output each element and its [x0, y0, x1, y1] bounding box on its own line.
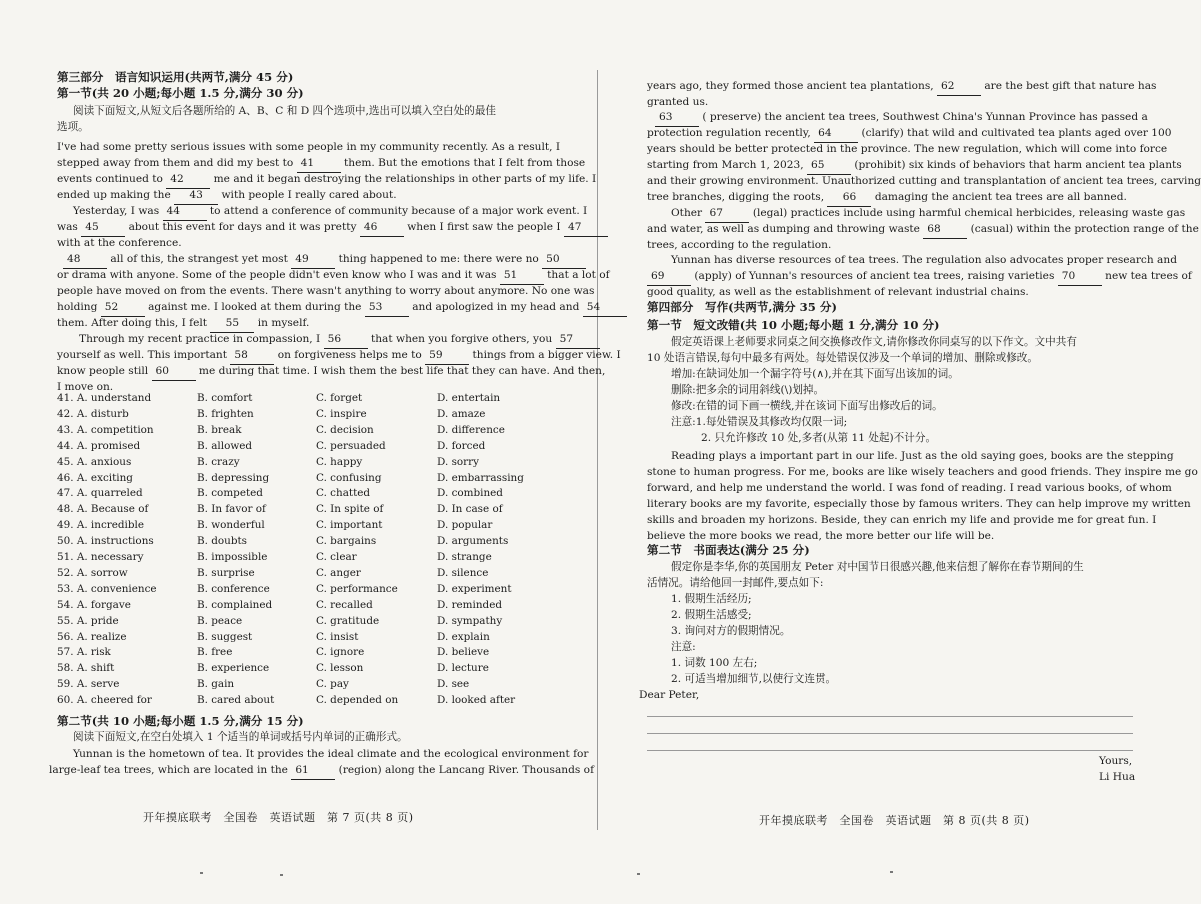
option-b[interactable]: B. break: [197, 423, 242, 436]
option-c[interactable]: C. pay: [316, 678, 349, 691]
blank-67[interactable]: 67: [705, 206, 749, 223]
option-row: [57, 693, 551, 709]
grammar-line: starting from March 1, 2023, 65 (prohibit) six kinds of behaviors that harm ancient tea plants: [647, 158, 1141, 175]
option-row: [57, 630, 551, 646]
option-a[interactable]: 53. A. convenience: [57, 582, 157, 595]
blank-43[interactable]: 43: [174, 188, 218, 205]
essay-line: literary books are my favorite, especially those by famous writers. They can help improve my written: [647, 498, 1191, 510]
cloze-line: was 45 about this event for days and it was pretty 46 when I first saw the people I 47: [57, 220, 551, 237]
option-d[interactable]: D. In case of: [437, 503, 503, 516]
writing-line[interactable]: [647, 750, 1133, 751]
option-d[interactable]: D. forced: [437, 439, 486, 452]
section2-instruction: 阅读下面短文,在空白处填入 1 个适当的单词或括号内单词的正确形式。: [73, 731, 408, 743]
writing1-instruction: 2. 只允许修改 10 处,多者(从第 11 处起)不计分。: [701, 432, 937, 444]
writing2-title: 第二节 书面表达(满分 25 分): [647, 543, 810, 557]
option-b[interactable]: B. impossible: [197, 551, 268, 563]
writing2-point: 1. 假期生活经历;: [671, 593, 752, 605]
option-b[interactable]: B. conference: [197, 582, 270, 595]
option-d[interactable]: D. strange: [437, 551, 492, 563]
cloze-line: yourself as well. This important 58 on forgiveness helps me to 59 things from a bigger view. I: [57, 348, 551, 365]
blank-65[interactable]: 65: [807, 158, 851, 175]
option-c[interactable]: C. gratitude: [316, 614, 380, 627]
option-row: [57, 566, 551, 582]
option-row: [57, 439, 551, 455]
blank-68[interactable]: 68: [923, 222, 967, 239]
writing-line[interactable]: [647, 733, 1133, 734]
page-divider: [597, 70, 598, 830]
blank-70[interactable]: 70: [1058, 269, 1102, 286]
cloze-line: them. After doing this, I felt 55 in myself.: [57, 316, 551, 333]
option-c[interactable]: C. depended on: [316, 694, 399, 707]
page-footer: 开年摸底联考 全国卷 英语试题 第 7 页(共 8 页): [143, 811, 414, 824]
grammar-line: 63 ( preserve) the ancient tea trees, Southwest China's Yunnan Province has passed a: [655, 110, 1141, 127]
blank-49[interactable]: 49: [291, 252, 335, 269]
option-b[interactable]: B. suggest: [197, 630, 253, 643]
option-c[interactable]: C. In spite of: [316, 503, 384, 516]
option-d[interactable]: D. amaze: [437, 407, 486, 420]
letter-signature: Li Hua: [1099, 771, 1136, 783]
option-a[interactable]: 54. A. forgave: [57, 598, 131, 611]
essay-line: believe the more books we read, the more better our life will be.: [647, 530, 995, 542]
blank-66[interactable]: 66: [827, 190, 871, 207]
blank-56[interactable]: 56: [324, 332, 368, 349]
option-c[interactable]: C. inspire: [316, 407, 367, 420]
option-c[interactable]: C. recalled: [316, 598, 373, 611]
option-row: [57, 407, 551, 423]
writing1-instruction: 删除:把多余的词用斜线(\)划掉。: [671, 384, 825, 396]
option-a[interactable]: 50. A. instructions: [57, 535, 154, 548]
option-d[interactable]: D. popular: [437, 519, 493, 532]
grammar-line: and their growing environment. Unauthorized cutting and transplantation of ancient tea trees, carving: [647, 175, 1201, 187]
option-row: [57, 582, 551, 598]
option-c[interactable]: C. ignore: [316, 646, 365, 659]
option-c[interactable]: C. chatted: [316, 487, 371, 500]
grammar-line: Yunnan has diverse resources of tea trees. The regulation also advocates proper research and: [671, 254, 1177, 266]
option-a[interactable]: 41. A. understand: [57, 392, 152, 404]
writing2-point: 2. 假期生活感受;: [671, 609, 752, 621]
option-c[interactable]: C. forget: [316, 392, 363, 404]
option-row: [57, 550, 551, 566]
option-row: [57, 645, 551, 661]
writing2-instruction: 活情况。请给他回一封邮件,要点如下:: [647, 577, 824, 589]
cloze-line: 48 all of this, the strangest yet most 49 thing happened to me: there were no 50: [63, 252, 551, 269]
option-c[interactable]: C. performance: [316, 582, 398, 595]
section1-instruction-cont: 选项。: [57, 121, 89, 133]
cloze-line: stepped away from them and did my best to 41 them. But the emotions that I felt from those: [57, 156, 551, 173]
option-a[interactable]: 51. A. necessary: [57, 551, 144, 563]
option-a[interactable]: 46. A. exciting: [57, 471, 133, 484]
option-d[interactable]: D. sorry: [437, 455, 479, 468]
blank-60[interactable]: 60: [152, 364, 196, 381]
option-c[interactable]: C. confusing: [316, 471, 382, 484]
section1-title: 第一节(共 20 小题;每小题 1.5 分,满分 30 分): [57, 86, 304, 100]
option-b[interactable]: B. free: [197, 646, 233, 659]
option-c[interactable]: C. happy: [316, 455, 363, 468]
scan-speck: [637, 873, 640, 875]
blank-50[interactable]: 50: [542, 252, 586, 269]
blank-55[interactable]: 55: [210, 316, 254, 333]
writing1-instruction: 增加:在缺词处加一个漏字符号(∧),并在其下面写出该加的词。: [671, 368, 959, 380]
grammar-line: 69 (apply) of Yunnan's resources of ancient tea trees, raising varieties 70 new tea trees of: [647, 269, 1141, 286]
option-b[interactable]: B. experience: [197, 662, 270, 675]
option-a[interactable]: 48. A. Because of: [57, 503, 149, 516]
option-d[interactable]: D. looked after: [437, 694, 516, 707]
letter-salutation: Dear Peter,: [639, 689, 700, 701]
blank-42[interactable]: 42: [166, 172, 210, 189]
option-d[interactable]: D. entertain: [437, 392, 501, 404]
blank-46[interactable]: 46: [360, 220, 404, 237]
cloze-line: holding 52 against me. I looked at them during the 53 and apologized in my head and 54: [57, 300, 551, 317]
option-d[interactable]: D. silence: [437, 566, 489, 579]
option-row: [57, 614, 551, 630]
blank-61[interactable]: 61: [291, 763, 335, 780]
blank-63[interactable]: 63: [655, 110, 699, 127]
option-row: [57, 486, 551, 502]
option-d[interactable]: D. combined: [437, 487, 503, 500]
blank-69[interactable]: 69: [647, 269, 691, 286]
writing1-title: 第一节 短文改错(共 10 小题;每小题 1 分,满分 10 分): [647, 318, 940, 332]
grammar-line: trees, according to the regulation.: [647, 239, 832, 251]
blank-62[interactable]: 62: [937, 79, 981, 96]
cloze-line: ended up making the 43 with people I really cared about.: [57, 188, 551, 205]
cloze-line: Yesterday, I was 44 to attend a conference of community because of a major work event. I: [73, 204, 551, 221]
option-row: [57, 455, 551, 471]
option-row: [57, 518, 551, 534]
option-row: [57, 534, 551, 550]
grammar-line: years should be better protected in the province. The new regulation, which will come into force: [647, 143, 1168, 155]
cloze-line: events continued to 42 me and it began destroying the relationships in other parts of my life. I: [57, 172, 551, 189]
option-d[interactable]: D. sympathy: [437, 614, 503, 627]
option-b[interactable]: B. In favor of: [197, 503, 266, 516]
letter-closing: Yours,: [1099, 755, 1133, 767]
option-b[interactable]: B. complained: [197, 598, 273, 611]
writing2-point: 3. 询问对方的假期情况。: [671, 625, 791, 637]
essay-line: stone to human progress. For me, books are like wisely teachers and good friends. They inspire me go: [647, 466, 1198, 478]
option-a[interactable]: 43. A. competition: [57, 423, 154, 436]
blank-59[interactable]: 59: [425, 348, 469, 365]
option-d[interactable]: D. arguments: [437, 535, 509, 548]
option-a[interactable]: 56. A. realize: [57, 630, 127, 643]
writing1-instruction: 修改:在错的词下画一横线,并在该词下面写出修改后的词。: [671, 400, 943, 412]
part3-title: 第三部分 语言知识运用(共两节,满分 45 分): [57, 70, 294, 84]
blank-41[interactable]: 41: [297, 156, 341, 173]
option-a[interactable]: 57. A. risk: [57, 646, 111, 659]
cloze-line: Through my recent practice in compassion, I 56 that when you forgive others, you 57: [79, 332, 551, 349]
option-b[interactable]: B. competed: [197, 487, 263, 500]
option-c[interactable]: C. persuaded: [316, 439, 386, 452]
option-a[interactable]: 59. A. serve: [57, 678, 120, 691]
option-b[interactable]: B. crazy: [197, 455, 240, 468]
blank-47[interactable]: 47: [564, 220, 608, 237]
option-b[interactable]: B. comfort: [197, 392, 253, 404]
writing1-instruction: 假定英语课上老师要求同桌之间交换修改作文,请你修改你同桌写的以下作文。文中共有: [671, 336, 1077, 348]
option-a[interactable]: 60. A. cheered for: [57, 694, 152, 707]
option-a[interactable]: 58. A. shift: [57, 662, 115, 675]
grammar-line: and water, as well as dumping and throwing waste 68 (casual) within the protection range of the: [647, 222, 1141, 239]
cloze-line: know people still 60 me during that time. I wish them the best life that they can have. And then,: [57, 364, 551, 381]
blank-58[interactable]: 58: [230, 348, 274, 365]
cloze-line: or drama with anyone. Some of the people didn't even know who I was and it was 51 that a lot of: [57, 268, 551, 285]
writing1-instruction: 注意:1.每处错误及其修改均仅限一词;: [671, 416, 848, 428]
option-row: [57, 677, 551, 693]
option-a[interactable]: 55. A. pride: [57, 614, 119, 627]
option-c[interactable]: C. insist: [316, 630, 359, 643]
option-d[interactable]: D. difference: [437, 423, 505, 436]
option-d[interactable]: D. lecture: [437, 662, 489, 675]
option-b[interactable]: B. allowed: [197, 439, 253, 452]
part4-title: 第四部分 写作(共两节,满分 35 分): [647, 300, 837, 314]
option-b[interactable]: B. depressing: [197, 471, 270, 484]
cloze-line: with at the conference.: [57, 237, 182, 249]
option-c[interactable]: C. clear: [316, 551, 357, 563]
option-b[interactable]: B. frighten: [197, 407, 254, 420]
blank-57[interactable]: 57: [556, 332, 600, 349]
option-c[interactable]: C. decision: [316, 423, 374, 436]
option-b[interactable]: B. surprise: [197, 566, 255, 579]
scan-speck: [200, 872, 203, 874]
option-b[interactable]: B. cared about: [197, 694, 275, 707]
grammar-line: Other 67 (legal) practices include using harmful chemical herbicides, releasing waste gas: [671, 206, 1141, 223]
writing2-instruction: 假定你是李华,你的英国朋友 Peter 对中国节日很感兴趣,他来信想了解你在春节期间的生: [671, 561, 1084, 573]
option-a[interactable]: 42. A. disturb: [57, 407, 129, 420]
essay-line: forward, and help me understand the world. I was fond of reading. I read various books, of whom: [647, 482, 1172, 494]
option-b[interactable]: B. peace: [197, 614, 243, 627]
grammar-line: large-leaf tea trees, which are located in the 61 (region) along the Lancang River. Thousands of: [49, 763, 551, 780]
option-d[interactable]: D. see: [437, 678, 470, 691]
option-d[interactable]: D. embarrassing: [437, 471, 524, 484]
option-d[interactable]: D. explain: [437, 630, 490, 643]
option-c[interactable]: C. important: [316, 519, 383, 532]
blank-53[interactable]: 53: [365, 300, 409, 317]
scan-speck: [890, 871, 893, 873]
option-c[interactable]: C. lesson: [316, 662, 364, 675]
option-a[interactable]: 49. A. incredible: [57, 519, 144, 532]
option-row: [57, 661, 551, 677]
option-a[interactable]: 45. A. anxious: [57, 455, 132, 468]
grammar-line: protection regulation recently, 64 (clarify) that wild and cultivated tea plants aged over 100: [647, 126, 1141, 143]
blank-64[interactable]: 64: [814, 126, 858, 143]
blank-54[interactable]: 54: [583, 300, 627, 317]
option-b[interactable]: B. gain: [197, 678, 235, 691]
writing2-note: 注意:: [671, 641, 696, 653]
cloze-line: people have moved on from the events. There wasn't anything to worry about anymore. No one was: [57, 285, 595, 297]
writing2-note: 1. 词数 100 左右;: [671, 657, 758, 669]
option-a[interactable]: 44. A. promised: [57, 439, 141, 452]
option-b[interactable]: B. wonderful: [197, 519, 265, 532]
option-c[interactable]: C. bargains: [316, 535, 377, 548]
writing1-instruction: 10 处语言错误,每句中最多有两处。每处错误仅涉及一个单词的增加、删除或修改。: [647, 352, 1038, 364]
option-d[interactable]: D. experiment: [437, 582, 512, 595]
blank-52[interactable]: 52: [101, 300, 145, 317]
grammar-line: good quality, as well as the establishment of relevant industrial chains.: [647, 286, 1029, 298]
option-row: [57, 423, 551, 439]
option-row: [57, 391, 551, 407]
scan-speck: [280, 874, 283, 876]
grammar-line: years ago, they formed those ancient tea plantations, 62 are the best gift that nature has: [647, 79, 1141, 96]
page-footer: 开年摸底联考 全国卷 英语试题 第 8 页(共 8 页): [759, 814, 1030, 827]
cloze-line: I've had some pretty serious issues with some people in my community recently. As a result, I: [57, 141, 561, 153]
blank-48[interactable]: 48: [63, 252, 107, 269]
grammar-line: tree branches, digging the roots, 66 damaging the ancient tea trees are all banned.: [647, 190, 1141, 207]
cloze-line: I move on.: [57, 381, 114, 393]
grammar-line: granted us.: [647, 96, 709, 108]
blank-45[interactable]: 45: [81, 220, 125, 237]
grammar-line: Yunnan is the hometown of tea. It provides the ideal climate and the ecological environment for: [73, 748, 589, 760]
blank-44[interactable]: 44: [163, 204, 207, 221]
section2-title: 第二节(共 10 小题;每小题 1.5 分,满分 15 分): [57, 714, 304, 728]
option-a[interactable]: 52. A. sorrow: [57, 566, 128, 579]
option-d[interactable]: D. believe: [437, 646, 490, 659]
option-d[interactable]: D. reminded: [437, 598, 503, 611]
option-b[interactable]: B. doubts: [197, 535, 247, 548]
option-row: [57, 471, 551, 487]
blank-51[interactable]: 51: [500, 268, 544, 285]
writing-line[interactable]: [647, 716, 1133, 717]
writing2-note: 2. 可适当增加细节,以使行文连贯。: [671, 673, 837, 685]
option-a[interactable]: 47. A. quarreled: [57, 487, 143, 500]
option-row: [57, 598, 551, 614]
section1-instruction: 阅读下面短文,从短文后各题所给的 A、B、C 和 D 四个选项中,选出可以填入空白处的最佳: [73, 105, 497, 117]
option-row: [57, 502, 551, 518]
essay-line: Reading plays a important part in our life. Just as the old saying goes, books are the stepping: [671, 450, 1174, 462]
option-c[interactable]: C. anger: [316, 566, 361, 579]
essay-line: skills and broaden my horizons. Beside, they can enrich my life and provide me for great fun. I: [647, 514, 1157, 526]
